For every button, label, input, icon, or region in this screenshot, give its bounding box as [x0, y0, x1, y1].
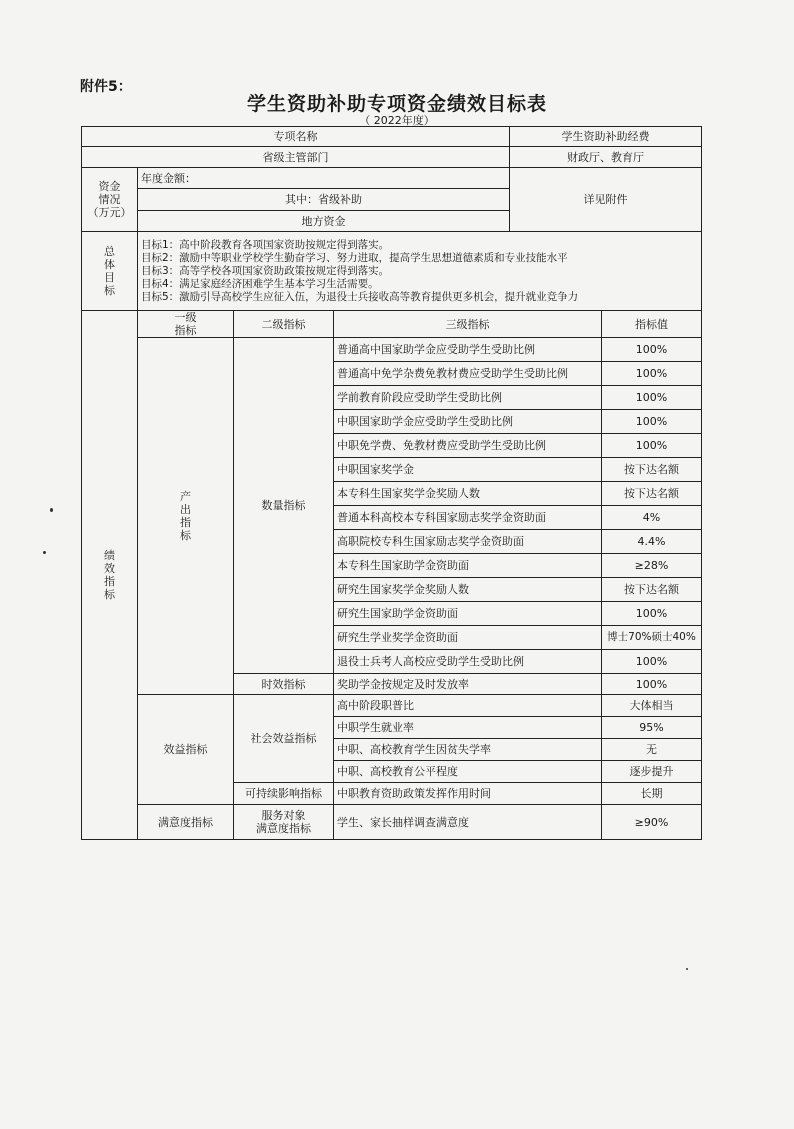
indicator-header-row: [82, 311, 702, 338]
level3-header: 三级指标: [334, 311, 602, 338]
indicator-value: 按下达名额: [602, 482, 702, 506]
indicator-value: 无: [602, 739, 702, 761]
overall-goals-row: [82, 232, 702, 311]
indicator-value: 100%: [602, 650, 702, 674]
provincial-subsidy-label: 其中：省级补助: [138, 189, 510, 211]
fiscal-year: （ 2022年度）: [359, 114, 435, 127]
overall-goals-list: [138, 232, 702, 311]
indicator-value: 4.4%: [602, 530, 702, 554]
indicator-name: 高职院校专科生国家励志奖学金资助面: [334, 530, 602, 554]
funds-label: 资金 情况 （万元）: [82, 168, 138, 232]
indicator-name: 学生、家长抽样调查满意度: [334, 805, 602, 840]
indicator-value: 4%: [602, 506, 702, 530]
funds-note: 详见附件: [510, 168, 702, 232]
indicator-value: 100%: [602, 410, 702, 434]
indicator-name: 普通本科高校本专科国家励志奖学金资助面: [334, 506, 602, 530]
table-row: [82, 805, 702, 840]
indicator-name: 中职、高校教育学生因贫失学率: [334, 739, 602, 761]
attachment-label: 附件5：: [80, 79, 132, 95]
indicator-value: 博士70%硕士40%: [602, 626, 702, 650]
overall-goals-label: 总 体 目 标: [82, 232, 138, 311]
table-row: [82, 695, 702, 717]
table-row: [82, 338, 702, 362]
indicator-name: 研究生国家助学金资助面: [334, 602, 602, 626]
goal-item: 目标5：激励引导高校学生应征入伍，为退役士兵接收高等教育提供更多机会，提升就业竞争力: [141, 290, 579, 303]
project-name-row: [82, 127, 702, 147]
value-header: 指标值: [602, 311, 702, 338]
goal-item: 目标1：高中阶段教育各项国家资助按规定得到落实。: [141, 238, 390, 251]
indicator-value: 95%: [602, 717, 702, 739]
performance-target-table: [81, 126, 702, 840]
goal-item: 目标4：满足家庭经济困难学生基本学习生活需要。: [141, 277, 379, 290]
indicator-name: 中职国家奖学金: [334, 458, 602, 482]
timeliness-indicators-label: 时效指标: [234, 674, 334, 695]
indicator-value: 按下达名额: [602, 458, 702, 482]
scan-speck: [43, 551, 46, 554]
annual-amount-label: 年度金额：: [138, 168, 510, 189]
indicator-name: 中职教育资助政策发挥作用时间: [334, 783, 602, 805]
sustainable-impact-label: 可持续影响指标: [234, 783, 334, 805]
indicator-name: 本专科生国家助学金资助面: [334, 554, 602, 578]
indicator-name: 中职国家助学金应受助学生受助比例: [334, 410, 602, 434]
service-satisfaction-label: 服务对象 满意度指标: [234, 805, 334, 840]
performance-indicators-label: 绩 效 指 标: [82, 311, 138, 840]
funds-annual-row: [82, 168, 702, 189]
indicator-value: 100%: [602, 434, 702, 458]
indicator-name: 中职学生就业率: [334, 717, 602, 739]
level2-header: 二级指标: [234, 311, 334, 338]
local-funds-label: 地方资金: [138, 211, 510, 232]
indicator-value: ≥90%: [602, 805, 702, 840]
indicator-name: 本专科生国家奖学金奖励人数: [334, 482, 602, 506]
indicator-name: 中职免学费、免教材费应受助学生受助比例: [334, 434, 602, 458]
indicator-name: 研究生学业奖学金资助面: [334, 626, 602, 650]
indicator-value: 100%: [602, 674, 702, 695]
benefit-indicators-label: 效益指标: [138, 695, 234, 805]
level1-header: 一级 指标: [138, 311, 234, 338]
scan-speck: [686, 968, 688, 970]
indicator-name: 学前教育阶段应受助学生受助比例: [334, 386, 602, 410]
indicator-name: 普通高中免学杂费免教材费应受助学生受助比例: [334, 362, 602, 386]
indicator-value: 逐步提升: [602, 761, 702, 783]
indicator-name: 奖助学金按规定及时发放率: [334, 674, 602, 695]
indicator-value: 100%: [602, 386, 702, 410]
goal-item: 目标2：激励中等职业学校学生勤奋学习、努力进取，提高学生思想道德素质和专业技能水平: [141, 251, 568, 264]
project-name-value: 学生资助补助经费: [510, 127, 702, 147]
indicator-name: 高中阶段职普比: [334, 695, 602, 717]
department-row: [82, 147, 702, 168]
indicator-name: 研究生国家奖学金奖励人数: [334, 578, 602, 602]
indicator-name: 中职、高校教育公平程度: [334, 761, 602, 783]
scan-speck: [50, 508, 53, 512]
indicator-value: 100%: [602, 602, 702, 626]
indicator-name: 普通高中国家助学金应受助学生受助比例: [334, 338, 602, 362]
indicator-value: 按下达名额: [602, 578, 702, 602]
department-value: 财政厅、教育厅: [510, 147, 702, 168]
indicator-value: 100%: [602, 338, 702, 362]
goal-item: 目标3：高等学校各项国家资助政策按规定得到落实。: [141, 264, 390, 277]
department-label: 省级主管部门: [82, 147, 510, 168]
output-indicators-label: 产 出 指 标: [138, 338, 234, 695]
indicator-name: 退役士兵考人高校应受助学生受助比例: [334, 650, 602, 674]
project-name-label: 专项名称: [82, 127, 510, 147]
indicator-value: ≥28%: [602, 554, 702, 578]
indicator-value: 大体相当: [602, 695, 702, 717]
indicator-value: 100%: [602, 362, 702, 386]
satisfaction-indicators-label: 满意度指标: [138, 805, 234, 840]
quantity-indicators-label: 数量指标: [234, 338, 334, 674]
social-benefit-label: 社会效益指标: [234, 695, 334, 783]
page-title: 学生资助补助专项资金绩效目标表: [246, 93, 547, 115]
indicator-value: 长期: [602, 783, 702, 805]
